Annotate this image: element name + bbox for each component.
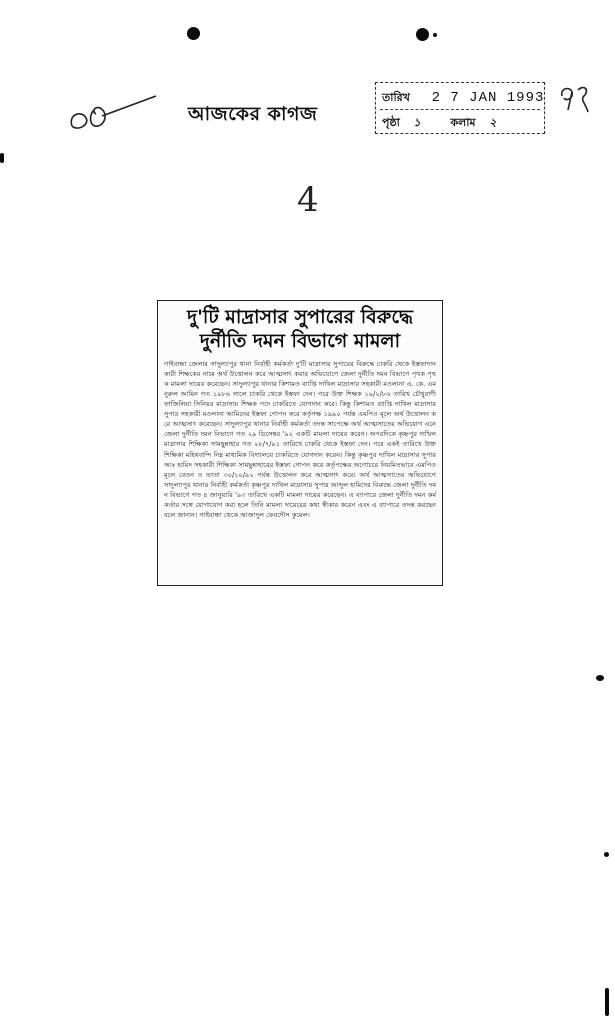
newspaper-name: আজকের কাগজ xyxy=(188,103,318,125)
scan-speck xyxy=(604,852,609,857)
stamp-page-row xyxy=(382,114,496,133)
scan-speck xyxy=(0,153,4,163)
handwritten-number-right xyxy=(556,80,596,120)
stamp-column-label: কলাম xyxy=(450,116,476,129)
handwritten-number-left xyxy=(64,88,164,148)
stamp-page-value: ১ xyxy=(413,116,421,129)
stamp-date-row xyxy=(382,89,544,108)
stamp-page-label: পৃষ্ঠা xyxy=(382,116,400,129)
stamp-date-value: 2 7 JAN 1993 xyxy=(431,90,545,106)
stamp-column-value: ২ xyxy=(489,116,497,129)
stamp-date-label: তারিখ xyxy=(382,91,410,104)
scan-speck xyxy=(605,988,609,1016)
archive-date-stamp xyxy=(375,82,545,134)
punch-hole-right xyxy=(416,28,429,41)
page-marker: 4 xyxy=(297,180,319,220)
news-clipping xyxy=(157,300,443,586)
punch-hole-left xyxy=(187,27,200,40)
headline-line-2: দুর্নীতি দমন বিভাগে মামলা xyxy=(199,329,401,352)
scan-speck xyxy=(433,33,437,37)
article-body: গাইবান্ধা জেলার সাদুল্যাপুর থানা নির্বাহী কর্মকর্তা দু'টি মাদ্রাসার সুপারের বিরুদ্ধে চাকরি থেকে ইস্তফাদানকারী শিক্ষকের নামে অর্থ উত্তোলন করে আত্মসাৎ করার অভিযোগে জেলা দুর্নীতি দমন বিভাগে পৃথক পৃথক মামলা দায়ের করেছেন। সাদুল্যাপুর থানার কিশামত ব্যাপ্তি দাখিল মাদ্রাসার সহকারী মওলানা এ. কে. এম নুরুল আমিন গত ১৯৮৬ সালে চাকরি থেকে ইস্তফা দেন। পরে উক্ত শিক্ষক ১৯/২/৮৬ তারিখ চৌধুরাণী ফাজিলিয়া সিনিয়র মাদ্রাসায় শিক্ষক পদে চাকরিতে যোগদান করে। কিন্তু কিশামত ব্যাপ্তি দাখিল মাদ্রাসার সুপার সহকারী মওলানা আমিনের ইস্তফা গোপন করে কর্তৃপক্ষ ১৯৯০ পর্যন্ত এমপিও মূলে অর্থ উত্তোলন করে আত্মসাৎ করেছেন। সাদুল্যাপুর থানার নির্বাহী কর্মকর্তা তদন্ত সাপেক্ষে অর্থ আত্মসাতের অভিযোগ এনে জেলা দুর্নীতি দমন বিভাগে গত ২৯ ডিসেম্বর '৯২ একটি মামলা দায়ের করেন। অপরদিকে কৃষ্ণপুর দাখিল মাদ্রাসার শিক্ষিকা সামছুন্নাহার গত ২৮/৭/৯১ তারিখে চাকরি থেকে ইস্তফা দেন। পরে একই তারিখে উক্ত শিক্ষিকা মহিষবান্দি নিম্ন মাধ্যমিক বিদ্যালয়ে চাকরিতে যোগদান করেন। কিন্তু কৃষ্ণপুর দাখিল মাদ্রাসার সুপার আঃ হামিদ সহকারী শিক্ষিকা সামছুন্নাহারের ইস্তফা গোপন করে কর্তৃপক্ষের অগোচরে নিয়মিতভাবে এমপিও মূলে বেতন ও ভাতা ৩০/১০/৯২ পর্যন্ত উত্তোলন করে আত্মসাৎ করে। অর্থ আত্মসাতের অভিযোগে সাদুল্যাপুর থানার নির্বাহী কর্মকর্তা কৃষ্ণপুর দাখিল মাদ্রাসার সুপার আব্দুল হামিদের বিরুদ্ধে জেলা দুর্নীতি দমন বিভাগে গত ৪ জানুয়ারি '৯৩ তারিখে একটি মামলা দায়ের করেছেন। এ ব্যাপারে জেলা দুর্নীতি দমন কর্মকর্তার সঙ্গে যোগাযোগ করা হলে তিনি মামলা দায়েরের কথা স্বীকার করেন এবং এ ব্যাপারে তদন্ত করছেন বলে জানান। গাইবান্ধা থেকে আজাদুল ফেরদৌস কুমেল। xyxy=(164,359,436,520)
scan-speck xyxy=(596,675,604,681)
headline-line-1: দু'টি মাদ্রাসার সুপারের বিরুদ্ধে xyxy=(187,306,413,328)
